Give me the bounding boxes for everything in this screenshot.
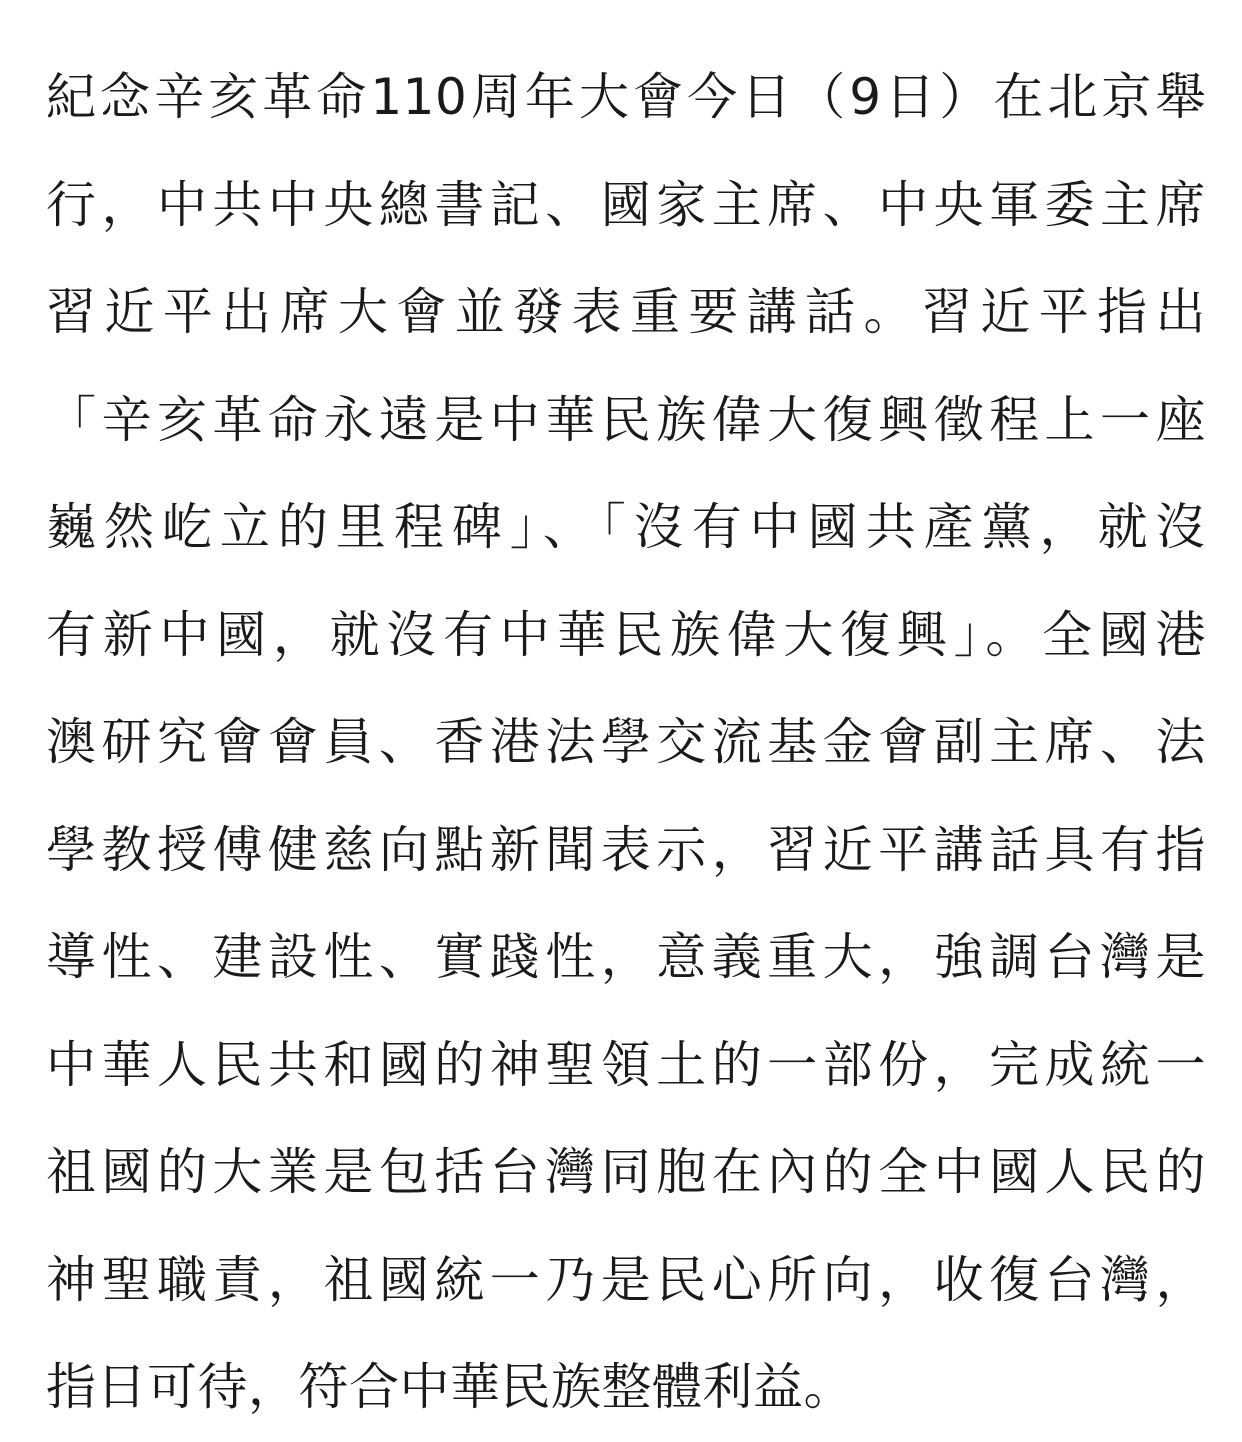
article-body <box>46 44 1206 1442</box>
article-line: 祖國的大業是包括台灣同胞在內的全中國人民的 <box>46 1143 1206 1201</box>
article-line: 有新中國，就沒有中華民族偉大復興」。全國港 <box>46 605 1206 664</box>
article-line: 習近平出席大會並發表重要講話。習近平指出 <box>46 283 1206 341</box>
article-line: 行，中共中央總書記、國家主席、中央軍委主席 <box>46 175 1206 234</box>
article-line: 中華人民共和國的神聖領土的一部份，完成統一 <box>46 1035 1206 1094</box>
article-line: 紀念辛亥革命110周年大會今日（9日）在北京舉 <box>46 68 1206 126</box>
article-line: 巍然屹立的里程碑」、「沒有中國共產黨，就沒 <box>46 498 1206 556</box>
article-line: 神聖職責，祖國統一乃是民心所向，收復台灣， <box>46 1250 1206 1309</box>
article-line: 學教授傅健慈向點新聞表示，習近平講話具有指 <box>46 820 1206 879</box>
article-line: 「辛亥革命永遠是中華民族偉大復興徵程上一座 <box>46 390 1206 449</box>
article-line: 導性、建設性、實踐性，意義重大，強調台灣是 <box>46 928 1206 986</box>
article-line: 指日可待，符合中華民族整體利益。 <box>46 1358 854 1416</box>
article-line: 澳研究會會員、香港法學交流基金會副主席、法 <box>46 713 1206 771</box>
